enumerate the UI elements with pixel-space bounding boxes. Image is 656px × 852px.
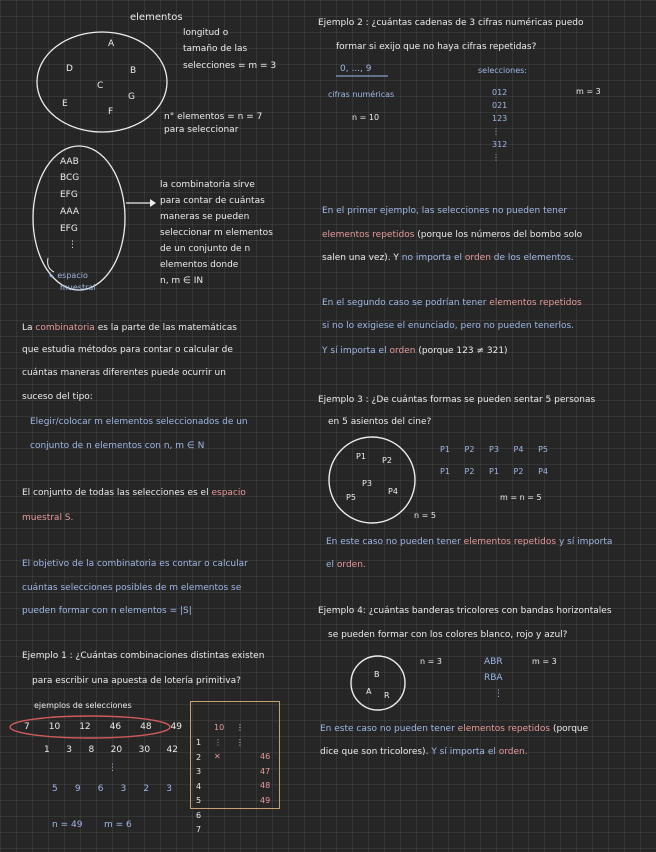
elegir-line: Elegir/colocar m elementos seleccionados de un <box>30 417 248 427</box>
combinatoria-explain: maneras se pueden <box>160 212 250 222</box>
longitud-line: selecciones = m = 3 <box>183 61 277 71</box>
person: P2 <box>382 456 392 465</box>
selection-item: AAA <box>60 207 79 217</box>
selection-item: EFG <box>60 190 78 200</box>
p1-line: En el primer ejemplo, las selecciones no pueden tener <box>322 206 568 216</box>
combinatoria-explain: la combinatoria sirve <box>160 180 255 190</box>
set-letter: D <box>66 64 73 74</box>
color-letter: B <box>374 670 380 679</box>
longitud-line: longitud o <box>183 28 229 38</box>
ej4-line: Ejemplo 4: ¿cuántas banderas tricolores con bandas horizontales <box>318 606 612 616</box>
color-letter: A <box>366 687 372 696</box>
set-letter: C <box>97 81 104 91</box>
color-letter: R <box>384 691 390 700</box>
n-elementos-line: n° elementos = n = 7 <box>164 112 263 122</box>
definition-line: que estudia métodos para contar o calcular de <box>22 345 233 355</box>
set-letter: F <box>108 107 114 117</box>
set-letter: A <box>108 39 115 49</box>
combinatoria-explain: de un conjunto de n <box>160 244 251 254</box>
person: P5 <box>346 493 356 502</box>
p2-line: Y sí importa el orden (porque 123 ≠ 321) <box>322 346 508 356</box>
selecciones-label: selecciones: <box>478 66 528 75</box>
combinatoria-explain: elementos donde <box>160 260 239 270</box>
ej2-line: formar si exijo que no haya cifras repetidas? <box>336 42 537 52</box>
espacio-label: ↳ espacio <box>48 271 88 280</box>
elegir-line: conjunto de n elementos con n, m ∈ N <box>30 441 205 451</box>
espacio-label: muestral <box>60 283 96 292</box>
sample-space-ellipse <box>33 146 125 290</box>
ejemplo1-line: Ejemplo 1 : ¿Cuántas combinaciones distintas existen <box>22 651 265 661</box>
n10: n = 10 <box>352 113 380 122</box>
set-letter: G <box>128 92 135 102</box>
set-letter: E <box>62 99 68 109</box>
box-col4: 46 47 48 49 <box>260 752 271 805</box>
person: P3 <box>362 479 372 488</box>
n5: n = 5 <box>414 511 436 520</box>
arrow-head <box>150 199 156 207</box>
objetivo-line: cuántas selecciones posibles de m elementos se <box>22 583 242 593</box>
n-eq: n = 49 <box>52 820 83 830</box>
mn5: m = n = 5 <box>500 493 542 502</box>
ejemplos-label: ejemplos de selecciones <box>34 701 132 710</box>
ejemplo1-line: para escribir una apuesta de lotería primitiva? <box>32 676 241 686</box>
cinema-circle <box>329 437 415 523</box>
definition-line: cuántas maneras diferentes puede ocurrir un <box>22 368 226 378</box>
lottery-row: 1 3 8 20 30 42 <box>44 745 178 755</box>
ej3-line: Ejemplo 3 : ¿De cuántas formas se pueden sentar 5 personas <box>318 395 596 405</box>
p3-line: En este caso no pueden tener elementos repetidos y sí importa <box>326 537 613 547</box>
m-eq: m = 6 <box>104 820 132 830</box>
objetivo-line: El objetivo de la combinatoria es contar o calcular <box>22 559 248 569</box>
definition-line: La combinatoria es la parte de las matemáticas <box>22 323 237 333</box>
p1-line: elementos repetidos (porque los números del bombo solo <box>322 230 583 240</box>
flags-list: ABR RBA ⋮ <box>484 657 503 699</box>
box-col3: ⋮ ⋮ <box>236 723 244 747</box>
lottery-ellipsis: ⋮ <box>108 763 117 773</box>
lottery-row: 7 10 12 46 48 49 <box>24 722 182 732</box>
seat-row: P1 P2 P1 P2 P4 <box>440 467 548 476</box>
longitud-line: tamaño de las <box>183 44 248 54</box>
selection-item: BCG <box>60 173 80 183</box>
n3: n = 3 <box>420 657 442 666</box>
set-letter: B <box>130 66 137 76</box>
definition-line: suceso del tipo: <box>22 392 93 402</box>
p4-line: dice que son tricolores). Y sí importa el orden. <box>320 747 528 757</box>
combinatoria-explain: seleccionar m elementos <box>160 228 273 238</box>
selection-item: ⋮ <box>68 240 77 250</box>
selection-item: AAB <box>60 157 79 167</box>
p4-line: En este caso no pueden tener elementos repetidos (porque <box>320 724 589 734</box>
p1-line: salen una vez). Y no importa el orden de los elementos. <box>322 253 574 263</box>
m3: m = 3 <box>576 87 601 96</box>
p3-line: el orden. <box>326 560 366 570</box>
conjunto-line: El conjunto de todas las selecciones es el espacio <box>22 488 246 498</box>
colors-circle <box>351 656 405 710</box>
ej4-line: se pueden formar con los colores blanco, rojo y azul? <box>328 630 568 640</box>
conjunto-line: muestral S. <box>22 513 74 523</box>
p2-line: En el segundo caso se podrían tener elementos repetidos <box>322 298 582 308</box>
digits: 0, ..., 9 <box>340 64 372 74</box>
box-col1: 1 2 3 4 5 6 7 <box>196 738 202 834</box>
seat-row: P1 P2 P3 P4 P5 <box>440 445 548 454</box>
person: P1 <box>356 452 366 461</box>
combinatoria-explain: para contar de cuántas <box>160 196 265 206</box>
ej3-line: en 5 asientos del cine? <box>328 417 432 427</box>
p2-line: si no lo exigiese el enunciado, pero no pueden tenerlos. <box>322 321 575 331</box>
person: P4 <box>388 487 398 496</box>
ej2-line: Ejemplo 2 : ¿cuántas cadenas de 3 cifras numéricas puedo <box>318 18 584 28</box>
selecciones-list: 012 021 123 ⋮ 312 ⋮ <box>492 88 508 162</box>
elementos-title: elementos <box>130 12 183 23</box>
box-col2: 10 ⋮ ✕ <box>214 723 225 761</box>
selection-item: EFG <box>60 224 78 234</box>
m3b: m = 3 <box>532 657 557 666</box>
combinatoria-explain: n, m ∈ IN <box>160 276 204 286</box>
objetivo-line: pueden formar con n elementos = |S| <box>22 606 192 616</box>
n-elementos-line: para seleccionar <box>164 125 239 135</box>
cifras-label: cifras numéricas <box>328 90 395 99</box>
lottery-row: 5 9 6 3 2 3 <box>52 784 172 794</box>
